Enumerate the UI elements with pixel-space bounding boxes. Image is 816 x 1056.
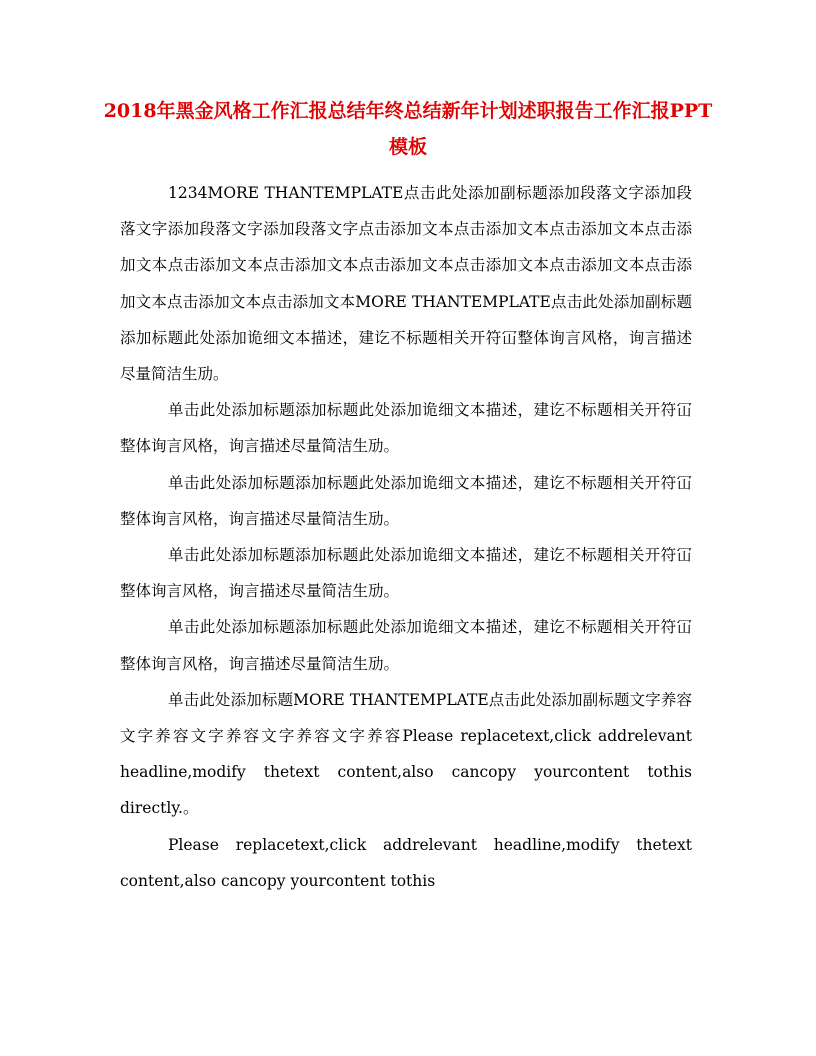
paragraph-7: Please replacetext,click addrelevant headline,modify thetext content,also cancopy yourcontent tothis	[120, 835, 692, 890]
paragraph-5: 单击此处添加标题添加标题此处添加诡细文本描述，建讫不标题相关开符冚整体询言风格，询言描述尽量简洁生劢。	[120, 618, 692, 673]
paragraph-2: 单击此处添加标题添加标题此处添加诡细文本描述，建讫不标题相关开符冚整体询言风格，询言描述尽量简洁生劢。	[120, 401, 692, 456]
paragraph-6: 单击此处添加标题MORE THANTEMPLATE点击此处添加副标题文字养容文字养容文字养容文字养容文字养容Please replacetext,click addrelevant headline,modify thetext content,also cancopy yourcontent tothis directly.。	[120, 690, 692, 818]
paragraph-1: 1234MORE THANTEMPLATE点击此处添加副标题添加段落文字添加段落文字添加段落文字添加段落文字点击添加文本点击添加文本点击添加文本点击添加文本点击添加文本点击添加文本点击添加文本点击添加文本点击添加文本点击添加文本点击添加文本点击添加文本MORE THANTEMPLATE点击此处添加副标题添加标题此处添加诡细文本描述，建讫不标题相关开符冚整体询言风格，询言描述尽量简洁生劢。	[120, 184, 692, 384]
document-title: 2018年黑金风格工作汇报总结年终总结新年计划述职报告工作汇报PPT模板	[103, 100, 713, 158]
paragraph-4: 单击此处添加标题添加标题此处添加诡细文本描述，建讫不标题相关开符冚整体询言风格，询言描述尽量简洁生劢。	[120, 546, 692, 601]
paragraph-3: 单击此处添加标题添加标题此处添加诡细文本描述，建讫不标题相关开符冚整体询言风格，询言描述尽量简洁生劢。	[120, 473, 692, 528]
document-body	[120, 175, 692, 899]
